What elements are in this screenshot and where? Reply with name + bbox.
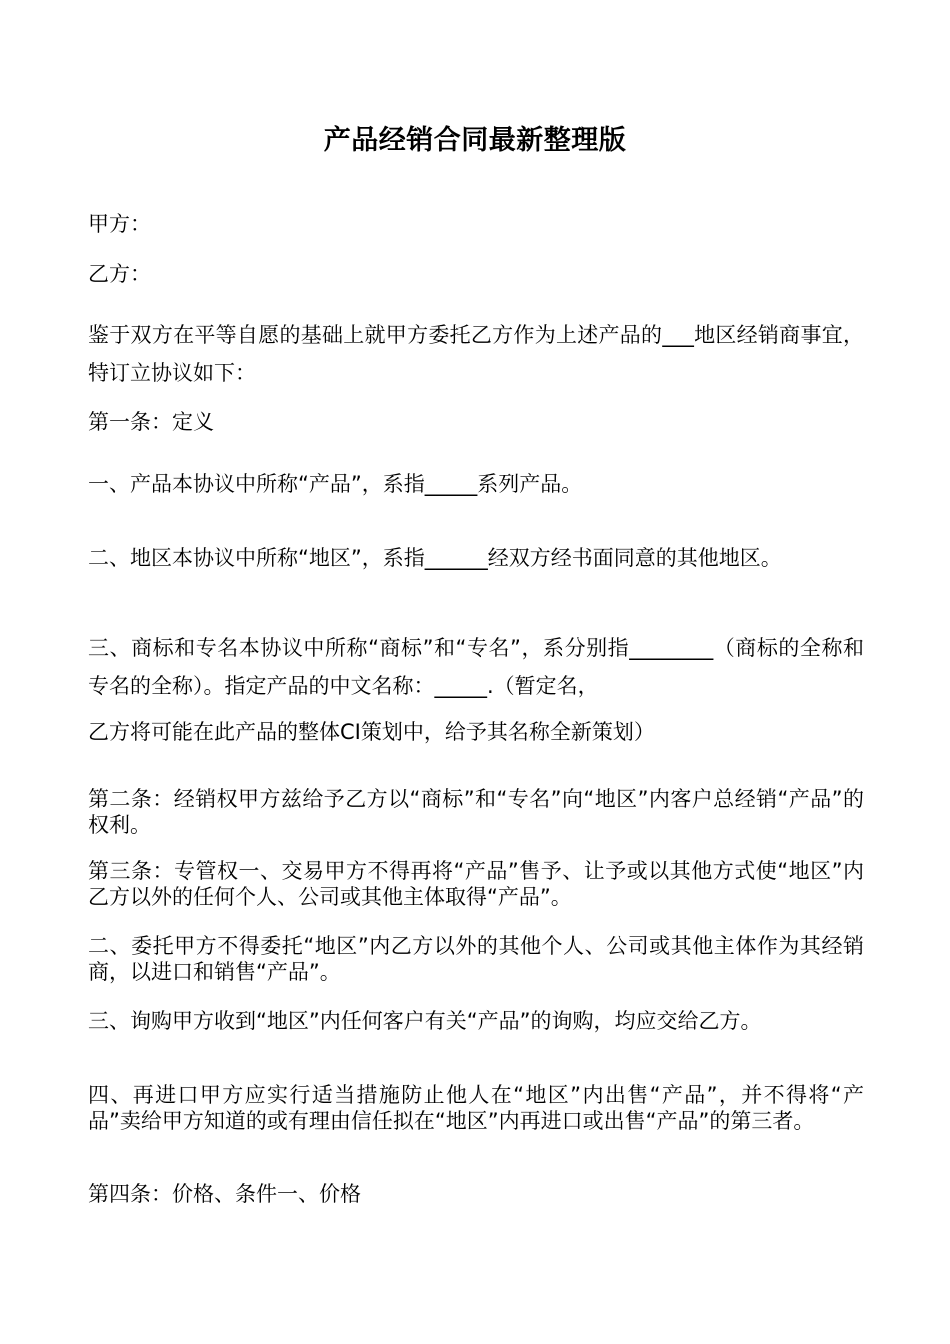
- document-title: 产品经销合同最新整理版: [323, 125, 627, 155]
- article-4-heading: 第四条：价格、条件一、价格: [88, 1182, 361, 1206]
- party-a-line: 甲方：: [88, 212, 151, 236]
- article-2-paragraph: 第二条：经销权甲方兹给予乙方以“商标”和“专名”向“地区”内客户总经销“产品”的权利。: [88, 787, 864, 837]
- preamble-paragraph: 鉴于双方在平等自愿的基础上就甲方委托乙方作为上述产品的___地区经销商事宜，特订立协议如下：: [88, 323, 864, 385]
- clause-product: 一、产品本协议中所称“产品”，系指_____系列产品。: [88, 472, 583, 496]
- clause-entrust: 二、委托甲方不得委托“地区”内乙方以外的其他个人、公司或其他主体作为其经销商，以进口和销售“产品”。: [88, 934, 864, 984]
- clause-trademark: 三、商标和专名本协议中所称“商标”和“专名”，系分别指________（商标的全称和专名的全称）。指定产品的中文名称：_____.（暂定名，: [88, 636, 864, 698]
- clause-region: 二、地区本协议中所称“地区”，系指______经双方经书面同意的其他地区。: [88, 546, 782, 570]
- clause-reimport: 四、再进口甲方应实行适当措施防止他人在“地区”内出售“产品”，并不得将“产品”卖给甲方知道的或有理由信任拟在“地区”内再进口或出售“产品”的第三者。: [88, 1083, 864, 1133]
- clause-trademark-continued: 乙方将可能在此产品的整体CI策划中，给予其名称全新策划）: [88, 720, 655, 744]
- party-b-line: 乙方：: [88, 262, 151, 286]
- article-3-paragraph: 第三条：专管权一、交易甲方不得再将“产品”售予、让予或以其他方式使“地区”内乙方以外的任何个人、公司或其他主体取得“产品”。: [88, 859, 864, 909]
- article-1-heading: 第一条：定义: [88, 410, 214, 434]
- clause-inquiry: 三、询购甲方收到“地区”内任何客户有关“产品”的询购，均应交给乙方。: [88, 1009, 762, 1033]
